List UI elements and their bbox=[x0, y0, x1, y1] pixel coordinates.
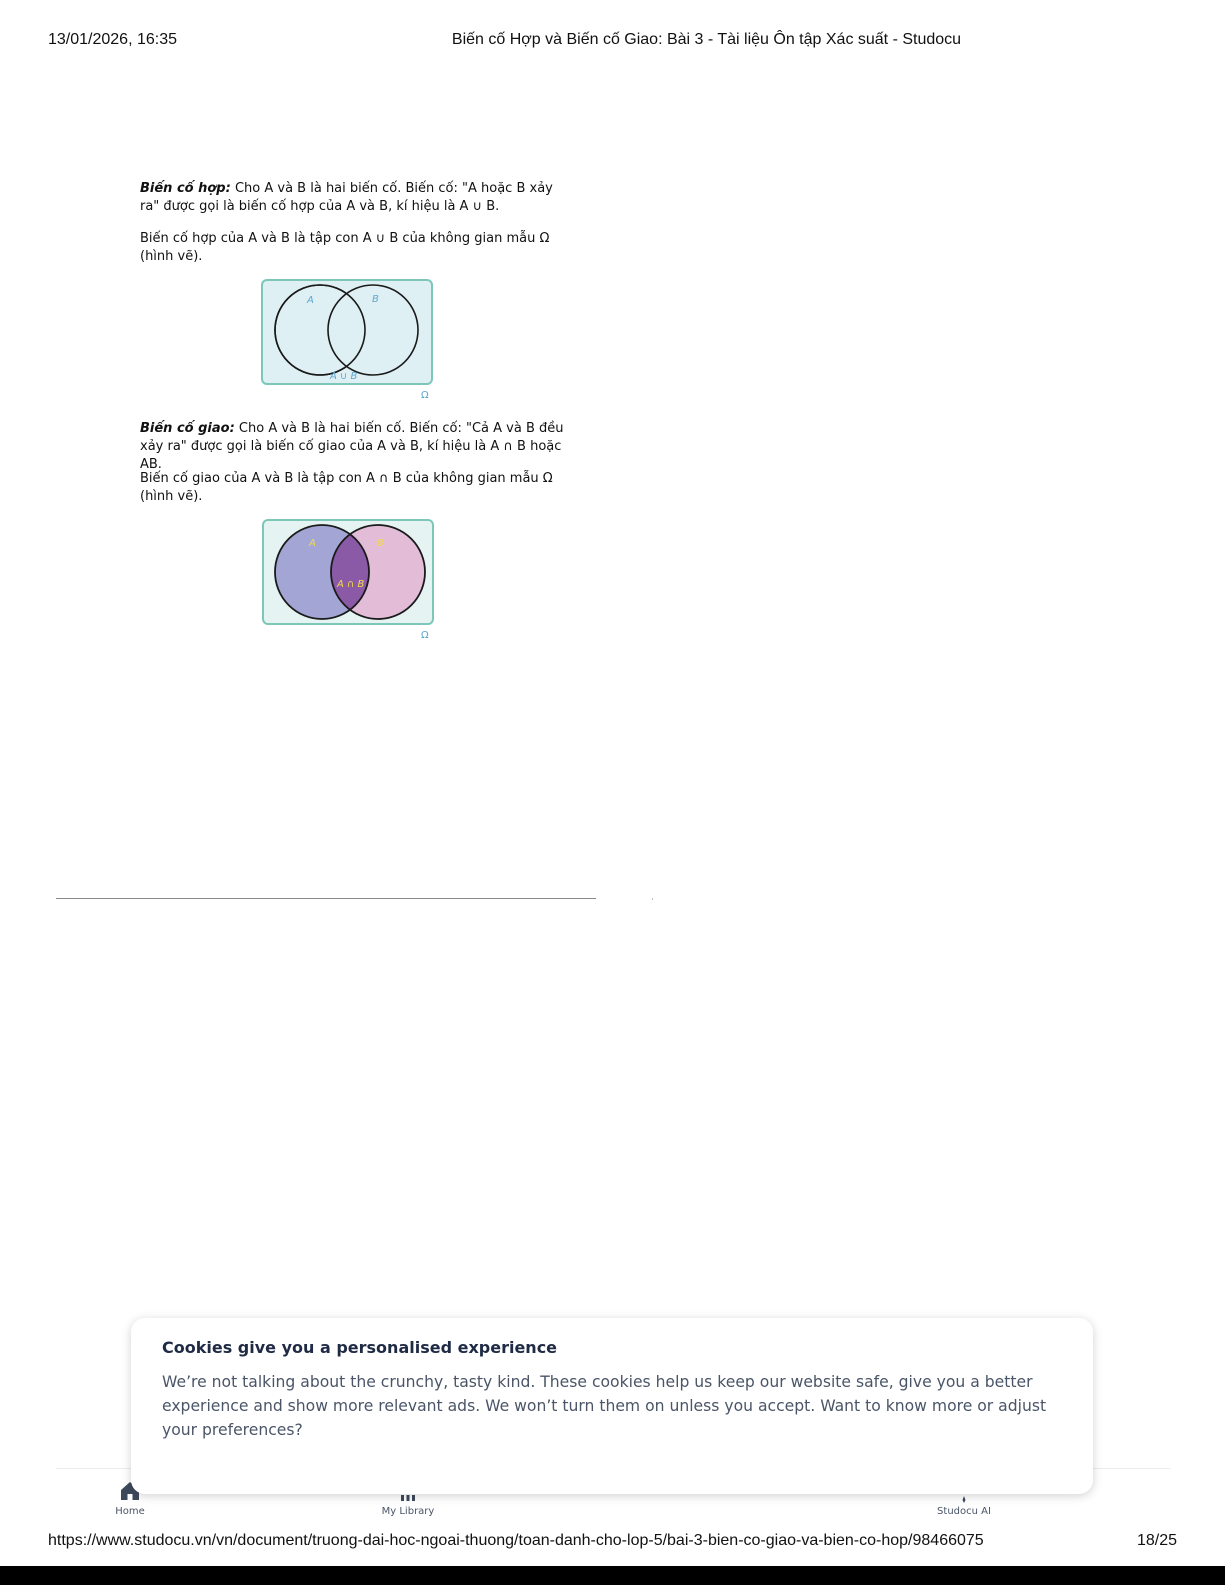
print-footer bbox=[0, 1530, 1225, 1560]
union-definition bbox=[140, 180, 568, 216]
cookie-banner-title: Cookies give you a personalised experience bbox=[162, 1338, 558, 1357]
intersection-term: Biến cố giao: bbox=[140, 421, 235, 436]
intersection-definition bbox=[140, 420, 568, 474]
intersection-label-anb: A ∩ B bbox=[337, 579, 365, 590]
nav-studocu-ai-label: Studocu AI bbox=[937, 1506, 991, 1517]
print-footer-url: https://www.studocu.vn/vn/document/truong-dai-hoc-ngoai-thuong/toan-danh-cho-lop-5/bai-3-bien-co-giao-va-bien-co-hop/98466075 bbox=[48, 1532, 984, 1549]
intersection-label-b: B bbox=[377, 538, 384, 549]
union-subset-text: Biến cố hợp của A và B là tập con A ∪ B của không gian mẫu Ω (hình vẽ). bbox=[140, 231, 550, 264]
intersection-label-a: A bbox=[309, 538, 316, 549]
nav-my-library-label: My Library bbox=[381, 1506, 435, 1517]
union-label-omega: Ω bbox=[421, 390, 429, 401]
cookie-banner-message: We’re not talking about the crunchy, tasty kind. These cookies help us keep our website safe, give you a better experience and show more relevant ads. We won’t turn them on unless you accept. Want to know more or adjust your preferences? bbox=[162, 1373, 1047, 1439]
print-date: 13/01/2026, 16:35 bbox=[48, 31, 178, 48]
union-term: Biến cố hợp: bbox=[140, 181, 231, 196]
print-header bbox=[0, 0, 1225, 60]
page-divider bbox=[56, 898, 596, 899]
intersection-subset-text: Biến cố giao của A và B là tập con A ∩ B của không gian mẫu Ω (hình vẽ). bbox=[140, 471, 553, 504]
union-label-b: B bbox=[372, 294, 379, 305]
print-page-number: 18/25 bbox=[1136, 1532, 1177, 1549]
divider-tick bbox=[652, 898, 653, 900]
union-label-aub: A ∪ B bbox=[330, 371, 358, 382]
print-page-title: Biến cố Hợp và Biến cố Giao: Bài 3 - Tài liệu Ôn tập Xác suất - Studocu bbox=[451, 31, 962, 48]
print-bottom-band bbox=[0, 1566, 1225, 1585]
intersection-label-omega: Ω bbox=[421, 630, 429, 641]
union-venn-diagram bbox=[260, 278, 436, 402]
union-label-a: A bbox=[307, 295, 314, 306]
cookie-consent-banner[interactable] bbox=[131, 1318, 1093, 1494]
union-definition-text: Cho A và B là hai biến cố. Biến cố: "A hoặc B xảy ra" được gọi là biến cố hợp của A và B, kí hiệu là A ∪ B. bbox=[140, 181, 553, 214]
intersection-venn-diagram bbox=[260, 518, 438, 642]
document-page bbox=[56, 120, 596, 900]
intersection-definition-text: Cho A và B là hai biến cố. Biến cố: "Cả A và B đều xảy ra" được gọi là biến cố giao của A và B, kí hiệu là A ∩ B hoặc AB. bbox=[140, 421, 564, 472]
nav-home-label: Home bbox=[115, 1506, 145, 1517]
